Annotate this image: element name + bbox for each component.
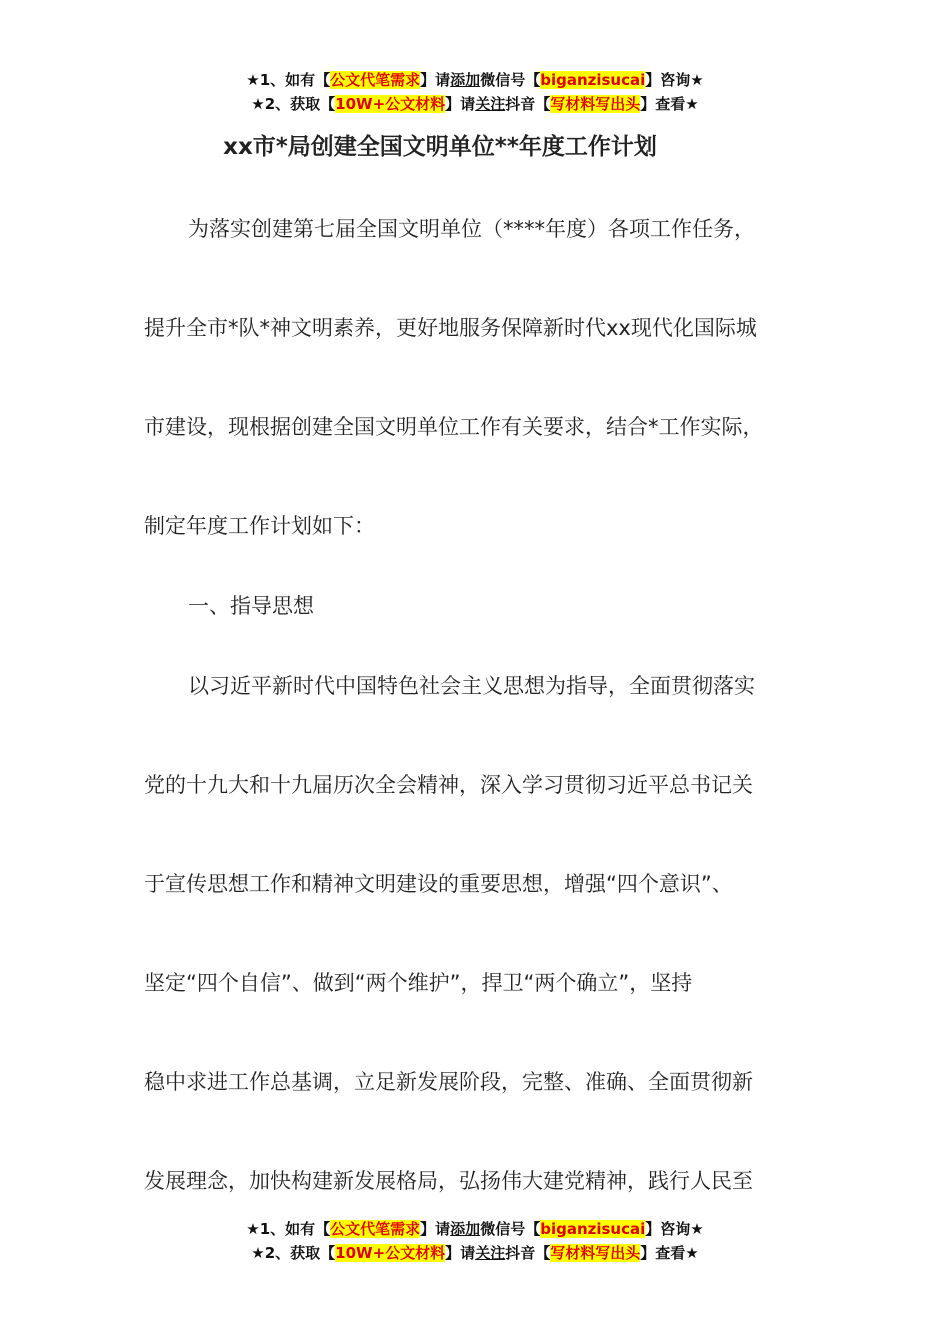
underlined-follow: 关注 <box>475 95 506 113</box>
banner-text: 】请 <box>420 1220 451 1238</box>
paragraph-line: 制定年度工作计划如下： <box>144 514 375 538</box>
paragraph-line: 提升全市*队*神文明素养，更好地服务保障新时代xx现代化国际城 <box>144 316 757 340</box>
banner-text: 2、获取【 <box>264 1244 336 1262</box>
paragraph-line: 发展理念，加快构建新发展格局，弘扬伟大建党精神，践行人民至 <box>144 1169 753 1193</box>
star-icon: ★ <box>690 1220 704 1238</box>
paragraph-line: 以习近平新时代中国特色社会主义思想为指导，全面贯彻落实 <box>188 674 755 698</box>
highlight-douyin: 写材料写出头 <box>550 95 641 113</box>
star-icon: ★ <box>246 71 260 89</box>
highlight-wechat-id: biganzisucai <box>540 71 646 89</box>
banner-text: 抖音【 <box>505 95 551 113</box>
banner-text: 】咨询 <box>645 71 691 89</box>
paragraph-line: 为落实创建第七届全国文明单位（****年度）各项工作任务， <box>188 217 755 241</box>
banner-text: 微信号【 <box>480 1220 541 1238</box>
star-icon: ★ <box>251 1244 265 1262</box>
star-icon: ★ <box>685 1244 699 1262</box>
highlight-wechat-id: biganzisucai <box>540 1220 646 1238</box>
banner-text: 1、如有【 <box>259 71 331 89</box>
banner-text: 微信号【 <box>480 71 541 89</box>
banner-text: 】查看 <box>640 95 686 113</box>
paragraph-line: 党的十九大和十九届历次全会精神，深入学习贯彻习近平总书记关 <box>144 773 753 797</box>
underlined-add: 添加 <box>450 1220 481 1238</box>
banner-text: 】请 <box>445 1244 476 1262</box>
star-icon: ★ <box>690 71 704 89</box>
banner-text: 1、如有【 <box>259 1220 331 1238</box>
banner-line-1 <box>0 68 950 92</box>
banner-text: 】请 <box>420 71 451 89</box>
paragraph-line: 于宣传思想工作和精神文明建设的重要思想，增强“四个意识”、 <box>144 872 733 896</box>
banner-text: 】请 <box>445 95 476 113</box>
banner-line-2 <box>0 1241 950 1265</box>
banner-text: 】查看 <box>640 1244 686 1262</box>
star-icon: ★ <box>251 95 265 113</box>
highlight-materials: 10W+公文材料 <box>335 1244 446 1262</box>
bottom-banner <box>0 1217 950 1265</box>
paragraph-line: 坚定“四个自信”、做到“两个维护”，捍卫“两个确立”，坚持 <box>144 971 693 995</box>
underlined-follow: 关注 <box>475 1244 506 1262</box>
banner-text: 】咨询 <box>645 1220 691 1238</box>
banner-text: 2、获取【 <box>264 95 336 113</box>
highlight-service: 公文代笔需求 <box>330 71 421 89</box>
top-banner <box>0 68 950 116</box>
paragraph-line: 稳中求进工作总基调，立足新发展阶段，完整、准确、全面贯彻新 <box>144 1070 753 1094</box>
star-icon: ★ <box>685 95 699 113</box>
section-heading: 一、指导思想 <box>188 594 314 618</box>
highlight-service: 公文代笔需求 <box>330 1220 421 1238</box>
document-title: xx市*局创建全国文明单位**年度工作计划 <box>223 134 657 160</box>
paragraph-line: 市建设，现根据创建全国文明单位工作有关要求，结合*工作实际， <box>144 415 764 439</box>
highlight-douyin: 写材料写出头 <box>550 1244 641 1262</box>
banner-line-2 <box>0 92 950 116</box>
star-icon: ★ <box>246 1220 260 1238</box>
underlined-add: 添加 <box>450 71 481 89</box>
banner-text: 抖音【 <box>505 1244 551 1262</box>
highlight-materials: 10W+公文材料 <box>335 95 446 113</box>
banner-line-1 <box>0 1217 950 1241</box>
